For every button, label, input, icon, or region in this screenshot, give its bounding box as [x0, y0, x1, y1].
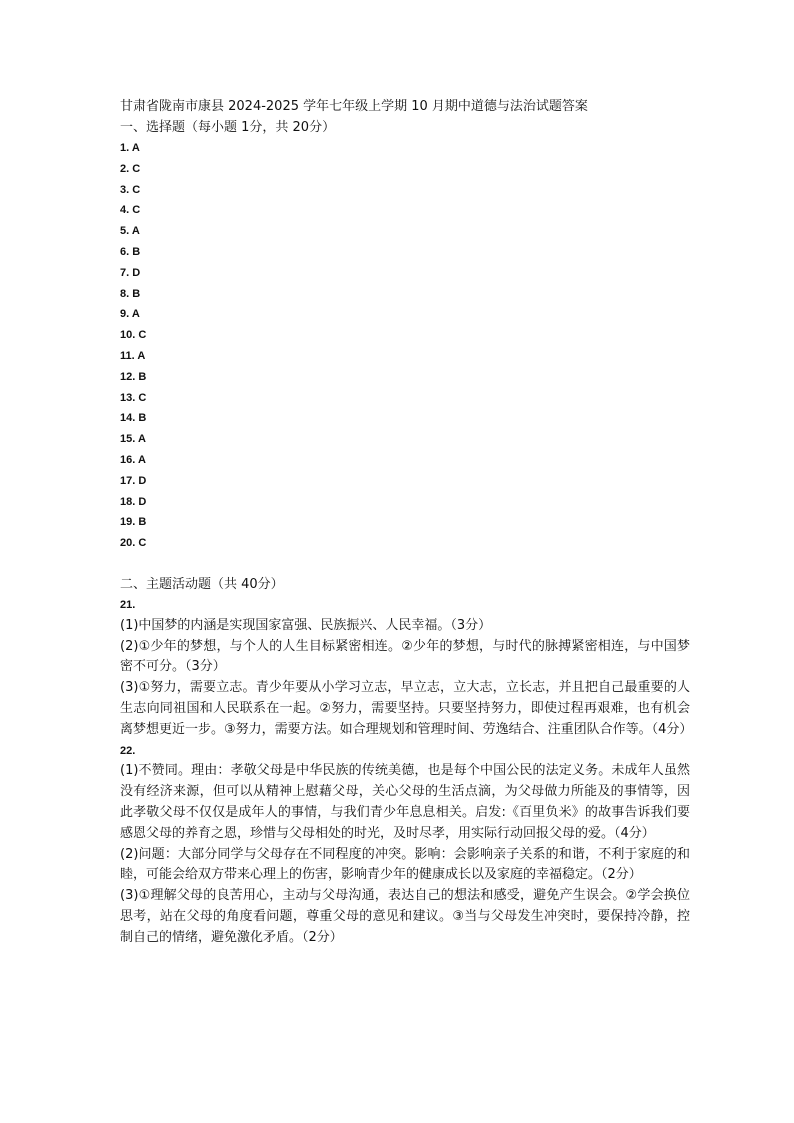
answer-item: 2. C [120, 162, 141, 175]
answer-item: 7. D [120, 266, 141, 279]
answer-item: 20. C [120, 537, 147, 550]
answer-item: 10. C [120, 329, 147, 342]
question-21-part-3: (3)①努力，需要立志。青少年要从小学习立志，早立志，立大志，立长志，并且把自己最重要的人生志向同祖国和人民联系在一起。②努力，需要坚持。只要坚持努力，即使过程再艰难，也有机会离梦想更近一步。③努力，需要方法。如合理规划和管理时间、劳逸结合、注重团队合作等。（4分） [120, 680, 693, 737]
question-22-number: 22. [120, 744, 136, 757]
choice-answer-list [120, 138, 690, 554]
question-22-part-3: (3)①理解父母的良苦用心，主动与父母沟通，表达自己的想法和感受，避免产生误会。②学会换位思考，站在父母的角度看问题，尊重父母的意见和建议。③当与父母发生冲突时，要保持冷静，控制自己的情绪，避免激化矛盾。（2分） [120, 888, 690, 945]
answer-item: 9. A [120, 308, 140, 321]
document-title: 甘肃省陇南市康县 2024-2025 学年七年级上学期 10 月期中道德与法治试题答案 [120, 99, 588, 114]
answer-sheet-page [120, 96, 693, 948]
answer-item: 13. C [120, 391, 147, 404]
question-21-number: 21. [120, 598, 136, 611]
answer-item: 19. B [120, 516, 147, 529]
question-21-part-2: (2)①少年的梦想，与个人的人生目标紧密相连。②少年的梦想，与时代的脉搏紧密相连，与中国梦密不可分。（3分） [120, 638, 690, 675]
answer-item: 1. A [120, 142, 140, 154]
question-22-part-2: (2)问题：大部分同学与父母存在不同程度的冲突。影响：会影响亲子关系的和谐，不利于家庭的和睦，可能会给双方带来心理上的伤害，影响青少年的健康成长以及家庭的幸福稳定。（2分） [120, 846, 690, 883]
section-spacer [120, 554, 690, 574]
answer-item: 16. A [120, 453, 146, 466]
section-1-heading: 一、选择题（每小题 1分，共 20分） [120, 120, 336, 135]
answer-item: 12. B [120, 370, 147, 383]
answer-item: 18. D [120, 495, 147, 508]
question-22-part-1: (1)不赞同。理由：孝敬父母是中华民族的传统美德，也是每个中国公民的法定义务。未成年人虽然没有经济来源，但可以从精神上慰藉父母，关心父母的生活点滴，为父母做力所能及的事情等，因此孝敬父母不仅仅是成年人的事情，与我们青少年息息相关。启发:《百里负米》的故事告诉我们要感恩父母的养育之恩，珍惜与父母相处的时光，及时尽孝，用实际行动回报父母的爱。（4分） [120, 763, 690, 841]
section-2-heading: 二、主题活动题（共 40分） [120, 576, 284, 592]
answer-item: 4. C [120, 204, 141, 217]
answer-item: 8. B [120, 287, 141, 300]
question-21-part-1: (1)中国梦的内涵是实现国家富强、民族振兴、人民幸福。（3分） [120, 617, 492, 633]
answer-item: 6. B [120, 245, 141, 258]
answer-item: 15. A [120, 433, 146, 446]
answer-item: 5. A [120, 225, 140, 238]
answer-item: 14. B [120, 412, 147, 425]
answer-item: 11. A [120, 349, 146, 362]
answer-item: 17. D [120, 474, 147, 487]
answer-item: 3. C [120, 183, 141, 196]
